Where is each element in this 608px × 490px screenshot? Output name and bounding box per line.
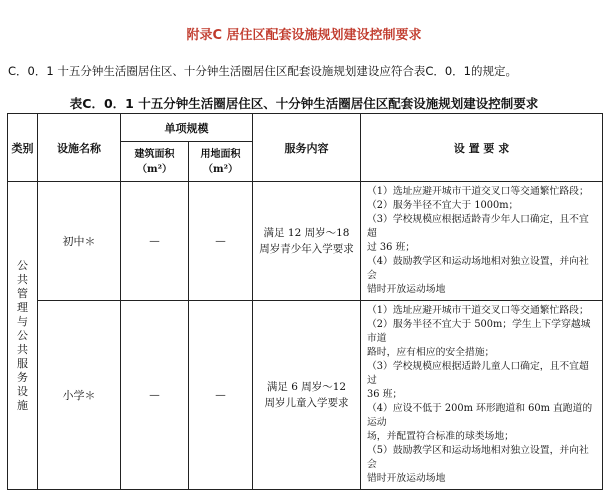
requirement-line: （4）鼓励教学区和运动场地相对独立设置，并向社会 [367,256,589,281]
requirement-line: 场，并配置符合标准的球类场地； [367,431,514,442]
table-container [7,113,602,484]
requirement-line: （3）学校规模应根据适龄青少年人口确定，且不宜超 [367,214,589,239]
header-land-area [189,142,253,182]
service-content-cell [253,182,361,301]
facility-name-primary-school: 小学＊ [38,301,121,490]
category-char: 服 [17,356,28,370]
building-area-value: — [121,301,189,490]
requirement-line: （2）服务半径不宜大于 500m；学生上下学穿越城市道 [367,319,591,344]
table-row [8,301,603,490]
land-area-value: — [189,301,253,490]
service-content-cell [253,301,361,490]
requirements-cell [361,301,603,490]
requirement-line: （1）选址应避开城市干道交叉口等交通繁忙路段； [367,305,589,316]
requirement-line: （3）学校规模应根据适龄儿童人口确定，且不宜超过 [367,361,589,386]
category-char: 公 [17,258,28,272]
category-char: 管 [17,286,28,300]
table-row [8,182,603,301]
requirement-line: 路时，应有相应的安全措施； [367,347,495,358]
service-line: 满足 12 周岁～18 [263,227,350,239]
requirement-line: （1）选址应避开城市干道交叉口等交通繁忙路段； [367,186,589,197]
land-area-value: — [189,182,253,301]
header-single-item-scale: 单项规模 [121,114,253,142]
category-char: 理 [17,300,28,314]
appendix-title: 附录C 居住区配套设施规划建设控制要求 [186,28,422,43]
category-char: 与 [17,314,28,328]
intro-paragraph: C．0．1 十五分钟生活圈居住区、十分钟生活圈居住区配套设施规划建设应符合表C．0．1的规定。 [8,64,517,78]
service-line: 满足 6 周岁～12 [266,381,347,393]
category-cell [8,182,38,490]
category-char: 共 [17,272,28,286]
category-char: 务 [17,370,28,384]
requirement-line: （4）应设不低于 200m 环形跑道和 60m 直跑道的运动 [367,403,593,428]
category-char: 共 [17,342,28,356]
header-land-area-unit: （m²） [203,163,238,175]
table-caption: 表C．0．1 十五分钟生活圈居住区、十分钟生活圈居住区配套设施规划建设控制要求 [69,96,539,111]
facility-name-junior-high: 初中＊ [38,182,121,301]
building-area-value: — [121,182,189,301]
category-char: 设 [17,384,28,398]
requirement-line: 错时开放运动场地 [367,284,446,295]
requirement-line: （5）鼓励教学区和运动场地相对独立设置，并向社会 [367,445,589,470]
header-building-area [121,142,189,182]
service-line: 周岁青少年入学要求 [259,243,354,255]
header-service-content: 服务内容 [253,114,361,182]
requirement-line: 错时开放运动场地 [367,473,446,484]
category-char: 公 [17,328,28,342]
header-category: 类别 [8,114,38,182]
header-requirements: 设 置 要 求 [361,114,603,182]
header-building-area-label: 建筑面积 [134,148,175,160]
header-facility-name: 设施名称 [38,114,121,182]
facility-requirements-table [7,113,603,490]
header-building-area-unit: （m²） [137,163,172,175]
category-char: 施 [17,398,28,412]
requirements-cell [361,182,603,301]
requirement-line: （2）服务半径不宜大于 1000m； [367,200,519,211]
requirement-line: 过 36 班； [367,242,416,253]
requirement-line: 36 班； [367,389,403,400]
header-land-area-label: 用地面积 [200,148,241,160]
service-line: 周岁儿童入学要求 [264,397,349,409]
